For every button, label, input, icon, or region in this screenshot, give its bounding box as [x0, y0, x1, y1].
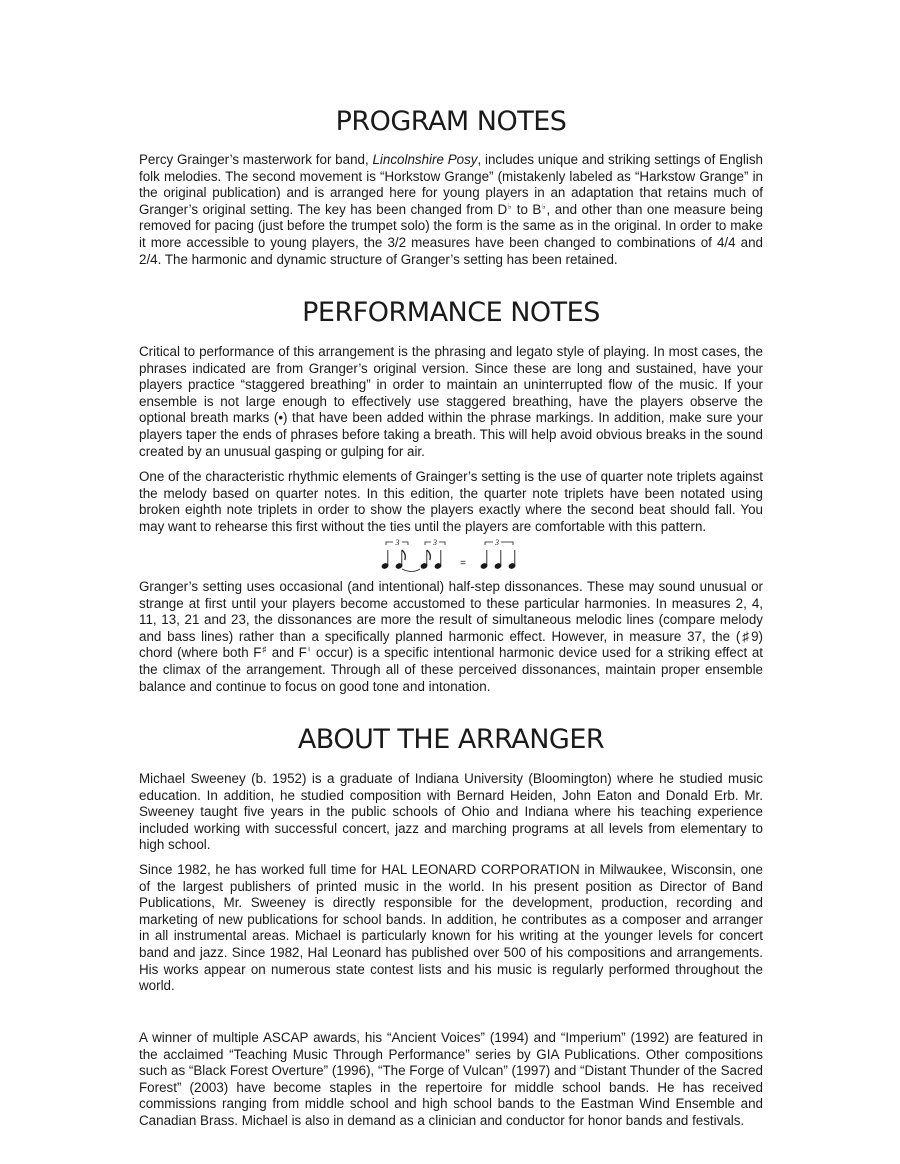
- about-arranger-heading: ABOUT THE ARRANGER: [297, 724, 605, 755]
- program-notes-paragraph: [139, 152, 763, 268]
- about-arranger-paragraph-2: Since 1982, he has worked full time for HAL LEONARD CORPORATION in Milwaukee, Wisconsin, one of the largest publishers of printed music in the world. In his present position as Director of Band Publications, Mr. Sweeney is directly responsible for the development, production, recording and marketing of new publications for school bands. In addition, he contributes as a composer and arranger in all instrumental areas. Michael is particularly known for his writing at the younger levels for concert band and jazz. Since 1982, Hal Leonard has published over 500 of his compositions and arrangements. His works appear on numerous state contest lists and his music is regularly performed throughout the world.: [139, 862, 763, 994]
- sharp-symbol: ♯: [261, 645, 268, 655]
- flat-symbol: ♭: [507, 201, 513, 211]
- flat-symbol: ♭: [541, 201, 547, 211]
- text-run: , includes unique and striking settings of English folk melodies. The second movement is “Horkstow Grange” (mistakenly labeled as “Harkstow Grange” in the original publication) and is arranged here for young players in an adaptation that retains much of Granger’s original setting. The key has been changed from D: [139, 152, 763, 217]
- italic-title: Lincolnshire Posy: [372, 152, 478, 167]
- performance-notes-heading: PERFORMANCE NOTES: [302, 297, 600, 328]
- performance-notes-paragraph-3: [139, 579, 763, 695]
- equals-sign: =: [460, 558, 466, 569]
- triplet-label: 3: [495, 538, 499, 547]
- text-run: to B: [512, 201, 542, 217]
- text-run: Percy Grainger’s masterwork for band,: [139, 152, 373, 167]
- program-notes-heading: PROGRAM NOTES: [335, 106, 567, 137]
- natural-symbol: ♮: [306, 645, 312, 655]
- text-run: occur) is a specific intentional harmonic device used for a striking effect at the climax of the arrangement. Through all of these perceived dissonances, maintain proper ensemble balance and continue to focus on good tone and intonation.: [139, 645, 764, 694]
- text-run: , and other than one measure being removed for pacing (just before the trumpet solo) the form is the same as in the original. In order to make it more accessible to young players, the 3/2 measures have been changed to combinations of 4/4 and 2/4. The harmonic and dynamic structure of Granger’s setting has been retained.: [139, 201, 763, 267]
- triplet-label: 3: [395, 538, 400, 547]
- rhythm-notation: [379, 535, 519, 575]
- text-run: Granger’s setting uses occasional (and intentional) half-step dissonances. These may sound unusual or strange at first until your players become accustomed to these particular harmonies. In measures 2, 4, 11, 13, 21 and 23, the dissonances are more the result of simultaneous melodic lines (compare melody and bass lines) rather than a specifically planned harmonic effect. However, in measure 37, the (♯9) chord (where both F: [139, 579, 763, 661]
- performance-notes-paragraph-2: One of the characteristic rhythmic elements of Grainger’s setting is the use of quarter note triplets against the melody based on quarter notes. In this edition, the quarter note triplets have been notated using broken eighth note triplets in order to show the players exactly where the second beat should fall. You may want to rehearse this first without the ties until the players are comfortable with this pattern.: [139, 469, 763, 534]
- performance-notes-paragraph-1: Critical to performance of this arrangement is the phrasing and legato style of playing. In most cases, the phrases indicated are from Granger’s original version. Since these are long and sustained, have your players practice “staggered breathing” in order to maintain an uninterrupted flow of the music. If your ensemble is not large enough to effectively use staggered breathing, have the players observe the optional breath marks (•) that have been added within the phrase markings. In addition, make sure your players taper the ends of phrases before taking a breath. This will help avoid obvious breaks in the sound created by an unusual gasping or gulping for air.: [139, 344, 763, 459]
- triplet-label: 3: [433, 538, 437, 547]
- about-arranger-paragraph-3: A winner of multiple ASCAP awards, his “Ancient Voices” (1994) and “Imperium” (1992) are featured in the acclaimed “Teaching Music Through Performance” series by GIA Publications. Other compositions such as “Black Forest Overture” (1996), “The Forge of Vulcan” (1997) and “Distant Thunder of the Sacred Forest” (2003) have become staples in the repertoire for middle school bands. He has received commissions ranging from middle school and high school bands to the Eastman Wind Ensemble and Canadian Brass. Michael is also in demand as a clinician and conductor for honor bands and festivals.: [139, 1030, 763, 1128]
- about-arranger-paragraph-1: Michael Sweeney (b. 1952) is a graduate of Indiana University (Bloomington) where he studied music education. In addition, he studied composition with Bernard Heiden, John Eaton and Donald Erb. Mr. Sweeney taught five years in the public schools of Ohio and Indiana where his teaching experience included working with successful concert, jazz and marching programs at all levels from elementary to high school.: [139, 771, 763, 853]
- text-run: and F: [267, 645, 307, 661]
